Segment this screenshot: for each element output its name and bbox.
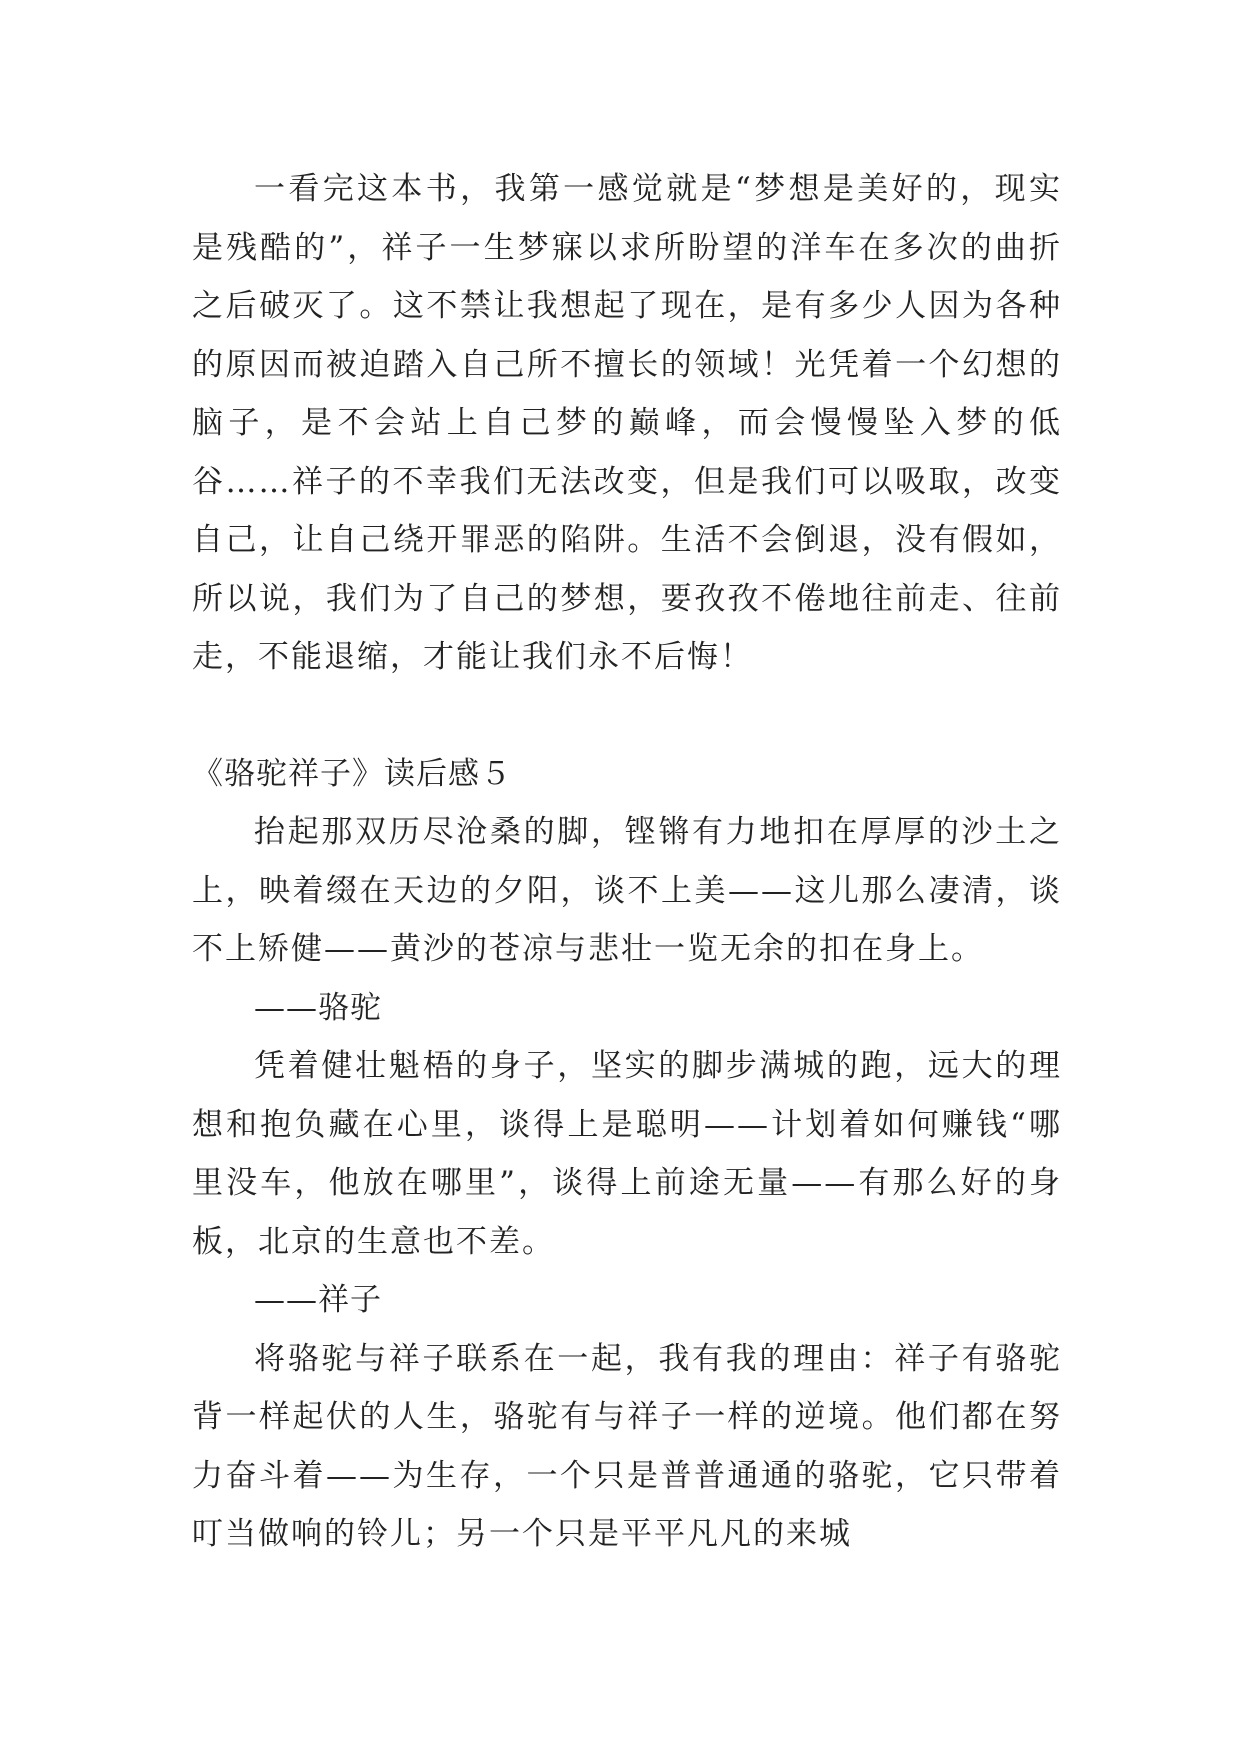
intro-paragraph: 一看完这本书，我第一感觉就是“梦想是美好的，现实是残酷的”，祥子一生梦寐以求所盼望的洋车在多次的曲折之后破灭了。这不禁让我想起了现在，是有多少人因为各种的原因而被迫踏入自己所不擅长的领域！光凭着一个幻想的脑子，是不会站上自己梦的巅峰，而会慢慢坠入梦的低谷……祥子的不幸我们无法改变，但是我们可以吸取，改变自己，让自己绕开罪恶的陷阱。生活不会倒退，没有假如，所以说，我们为了自己的梦想，要孜孜不倦地往前走、往前走，不能退缩，才能让我们永不后悔！ <box>192 171 1062 675</box>
camel-paragraph: 抬起那双历尽沧桑的脚，铿锵有力地扣在厚厚的沙土之上，映着缀在天边的夕阳，谈不上美——这儿那么凄清，谈不上矫健——黄沙的苍凉与悲壮一览无余的扣在身上。 <box>192 814 1062 967</box>
section-title: 《骆驼祥子》读后感５ <box>192 755 512 792</box>
document-page <box>192 160 1062 1564</box>
xiangzi-paragraph: 凭着健壮魁梧的身子，坚实的脚步满城的跑，远大的理想和抱负藏在心里，谈得上是聪明——计划着如何赚钱“哪里没车，他放在哪里”，谈得上前途无量——有那么好的身板，北京的生意也不差。 <box>192 1048 1062 1260</box>
comparison-paragraph: 将骆驼与祥子联系在一起，我有我的理由：祥子有骆驼背一样起伏的人生，骆驼有与祥子一样的逆境。他们都在努力奋斗着——为生存，一个只是普普通通的骆驼，它只带着叮当做响的铃儿；另一个只是平平凡凡的来城 <box>192 1340 1062 1552</box>
camel-signature: ——骆驼 <box>254 989 382 1026</box>
xiangzi-signature: ——祥子 <box>254 1282 382 1318</box>
